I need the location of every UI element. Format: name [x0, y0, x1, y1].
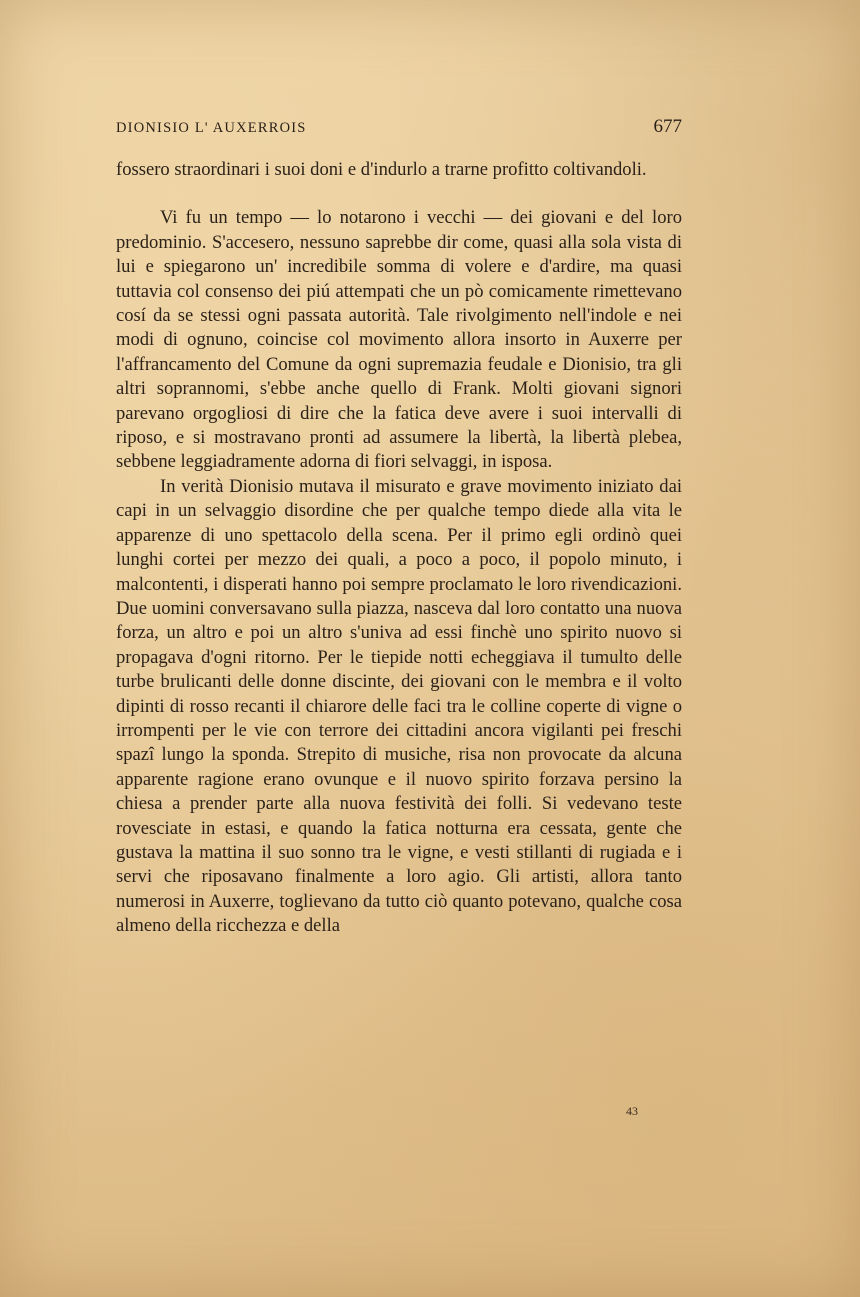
page-number: 677 — [653, 116, 682, 137]
running-title: DIONISIO L' AUXERROIS — [116, 120, 307, 136]
running-header — [116, 118, 682, 142]
paragraph-2: Vi fu un tempo — lo notarono i vecchi — dei giovani e del loro predominio. S'accesero, nessuno saprebbe dir come, quasi alla sola vista di lui e spiegarono un' incredibile somma di volere e d'ardire, ma quasi tuttavia col consenso dei piú attempati che un pò comicamente rimettevano cosí da se stessi ogni passata autorità. Tale rivolgimento nell'indole e nei modi di ognuno, coincise col movimento allora insorto in Auxerre per l'affrancamento del Comune da ogni supremazia feudale e Dionisio, tra gli altri soprannomi, s'ebbe anche quello di Frank. Molti giovani signori parevano orgogliosi di dire che la fatica deve avere i suoi intervalli di riposo, e si mostravano pronti ad assumere la libertà, la libertà plebea, sebbene leggiadramente adorna di fiori selvaggi, in isposa. — [116, 207, 682, 473]
paragraph-3: In verità Dionisio mutava il misurato e grave movimento iniziato dai capi in un selvaggio disordine che per qualche tempo diede alla vita le apparenze di uno spettacolo della scena. Per il primo egli ordinò quei lunghi cortei per mezzo dei quali, a poco a poco, il popolo minuto, i malcontenti, i disperati hanno poi sempre proclamato le loro rivendicazioni. Due uomini conversavano sulla piazza, nasceva dal loro contatto una nuova forza, un altro e poi un altro s'univa ad essi finchè uno spirito nuovo si propagava d'ogni ritorno. Per le tiepide notti echeggiava il tumulto delle turbe brulicanti delle donne discinte, dei giovani con le membra e il volto dipinti di rosso recanti il chiarore delle faci tra le colline coperte di vigne o irrompenti per le vie con terrore dei cittadini ancora vigilanti pei freschi spazî lungo la sponda. Strepito di musiche, risa non provocate da alcuna apparente ragione erano ovunque e il nuovo spirito forzava persino la chiesa a prender parte alla nuova festività dei folli. Si vedevano teste rovesciate in estasi, e quando la fatica notturna era cessata, gente che gustava la mattina il suo sonno tra le vigne, e vesti stillanti di rugiada e i servi che riposavano finalmente a loro agio. Gli artisti, allora tanto numerosi in Auxerre, toglievano da tutto ciò quanto potevano, qualche cosa almeno della ricchezza e della — [116, 475, 682, 937]
body-text — [116, 158, 682, 939]
paragraph-1: fossero straordinari i suoi doni e d'indurlo a trarne profitto coltivandoli. — [116, 159, 647, 180]
printer-signature: 43 — [626, 1104, 638, 1118]
